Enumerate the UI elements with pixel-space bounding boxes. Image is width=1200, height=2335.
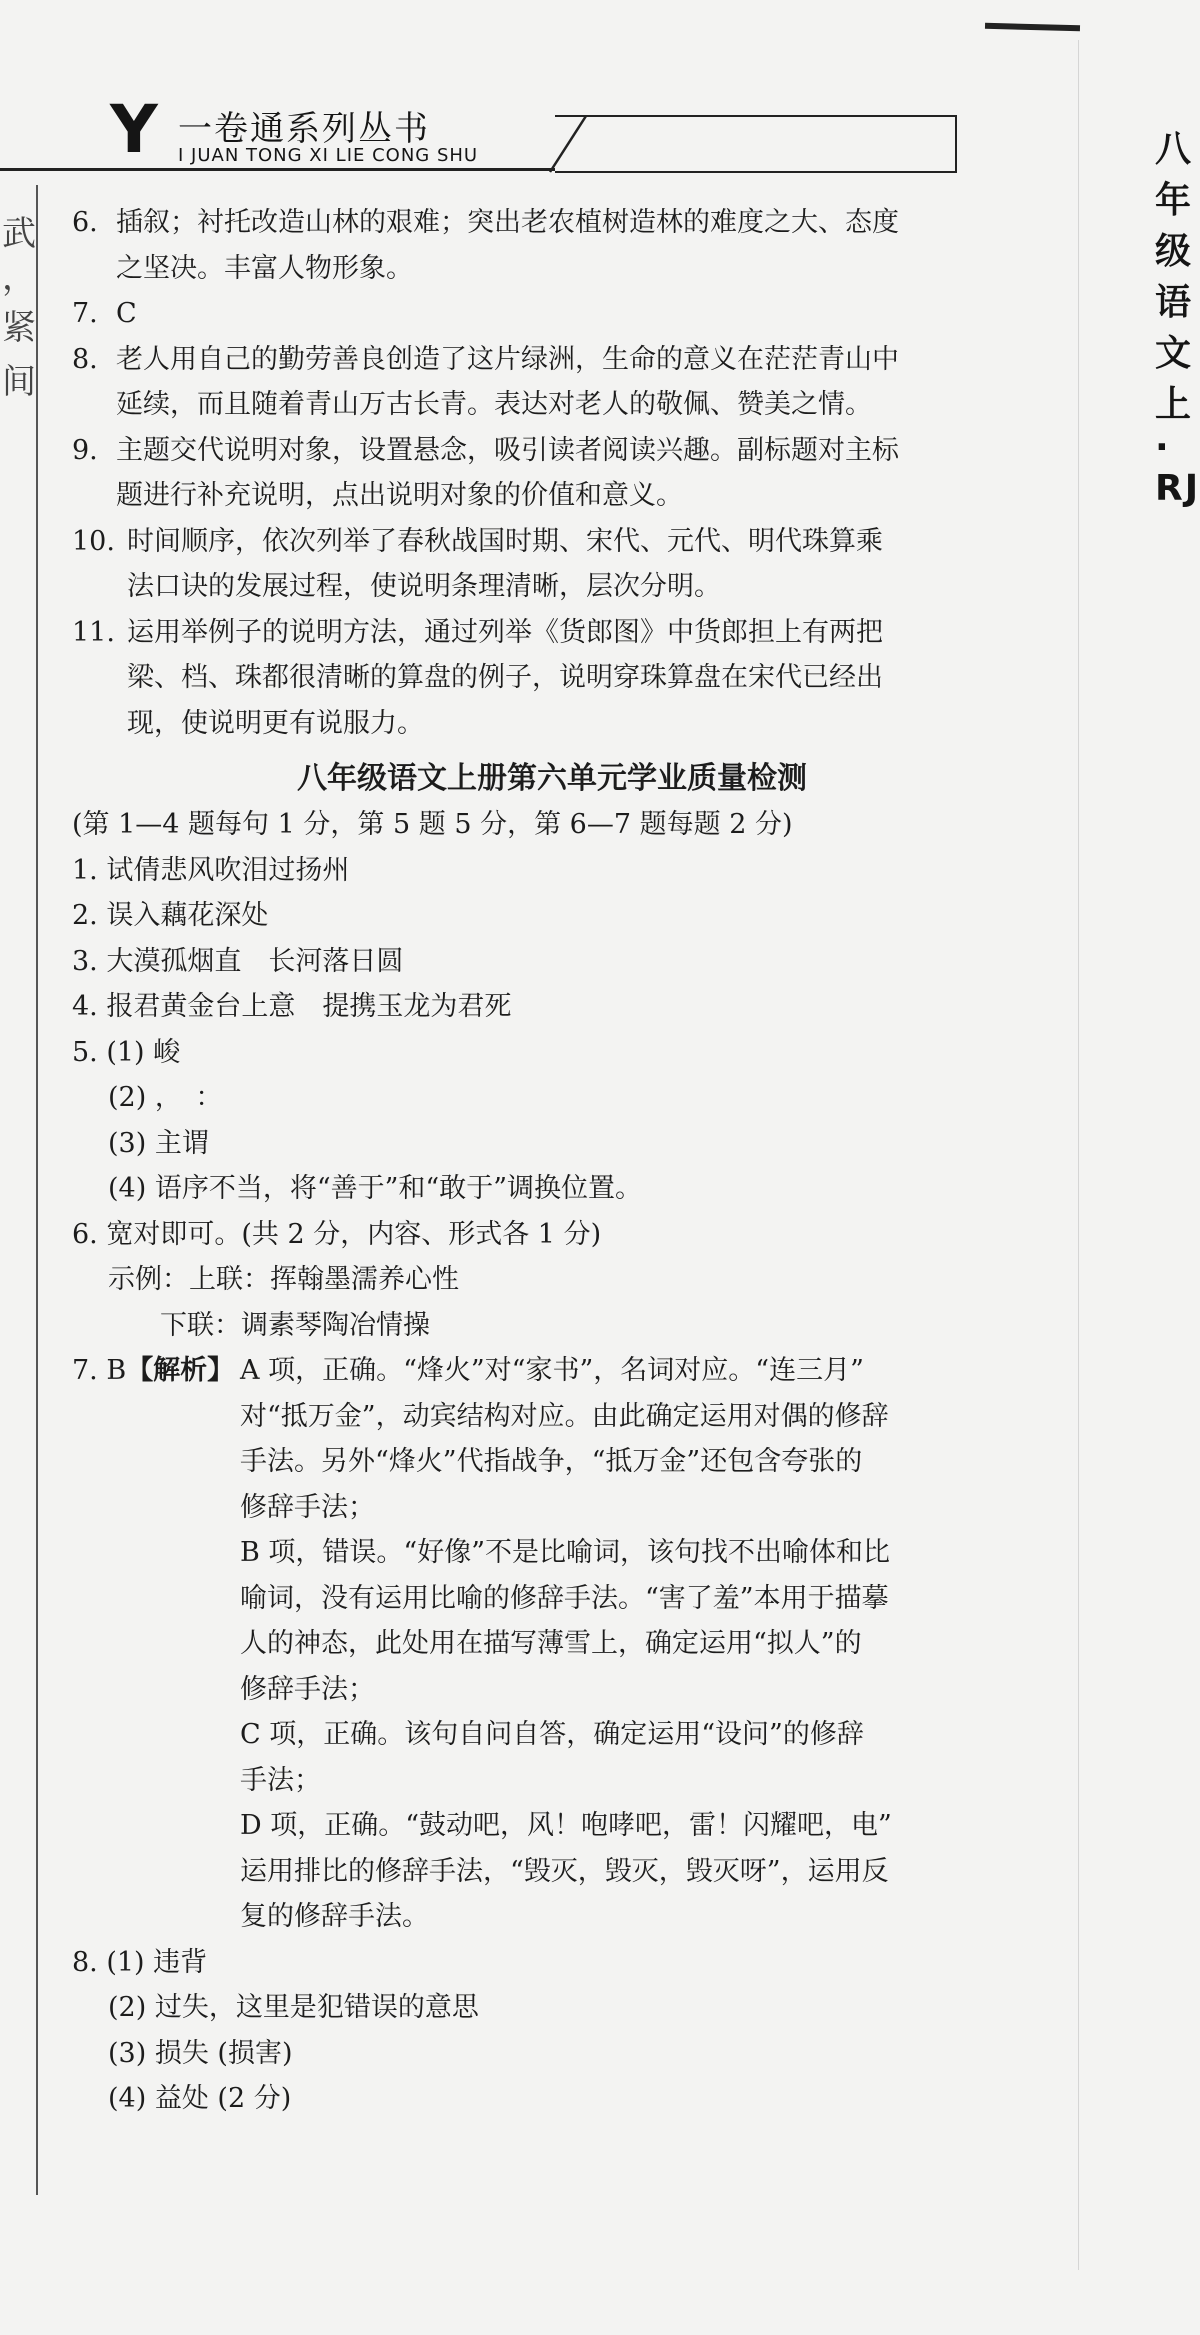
- item-number: 7.: [72, 298, 98, 329]
- item-number: 8.: [72, 343, 98, 375]
- analysis-line: 复的修辞手法。: [240, 1901, 429, 1932]
- analysis-line: 手法；: [240, 1764, 321, 1796]
- grade-box: [555, 115, 1200, 509]
- answer-item: [72, 610, 972, 747]
- answer-line: 6. 宽对即可。(共 2 分，内容、形式各 1 分): [72, 1218, 602, 1250]
- item-number: 7. B: [72, 1355, 127, 1386]
- answer-line: 时间顺序，依次列举了春秋战国时期、宋代、元代、明代珠算乘: [127, 525, 883, 557]
- series-pinyin: I JUAN TONG XI LIE CONG SHU: [178, 145, 479, 166]
- item-number: 11.: [72, 616, 115, 648]
- answer-line: 8. (1) 违背: [72, 1946, 208, 1978]
- brand-logo-letter: Y: [110, 91, 158, 168]
- answer-line: 5. (1) 峻: [72, 1036, 181, 1068]
- analysis-tag: 【解析】: [126, 1355, 235, 1386]
- analysis-line: C 项，正确。该句自问自答，确定运用“设问”的修辞: [240, 1719, 864, 1750]
- section-title: 八年级语文上册第六单元学业质量检测: [297, 761, 807, 796]
- analysis-line: 对“抵万金”，动宾结构对应。由此确定运用对偶的修辞: [240, 1400, 889, 1432]
- analysis-line: A 项，正确。“烽火”对“家书”，名词对应。“连三月”: [240, 1355, 864, 1386]
- answer-content: [72, 200, 972, 2122]
- answer-line: 之坚决。丰富人物形象。: [116, 252, 413, 284]
- analysis-line: D 项，正确。“鼓动吧，风！咆哮吧，雷！闪耀吧，电”: [240, 1810, 892, 1841]
- answer-line: (4) 语序不当，将“善于”和“敢于”调换位置。: [108, 1173, 643, 1204]
- analysis-line: 喻词，没有运用比喻的修辞手法。“害了羞”本用于描摹: [240, 1582, 889, 1614]
- answer-line: (2) ， ：: [108, 1082, 223, 1113]
- analysis-line: 修辞手法；: [240, 1491, 375, 1523]
- answer-item: [72, 428, 972, 519]
- item-number: 10.: [72, 525, 115, 557]
- answer-line: 4. 报君黄金台上意 提携玉龙为君死: [72, 991, 512, 1022]
- answer-line: 梁、档、珠都很清晰的算盘的例子，说明穿珠算盘在宋代已经出: [127, 662, 883, 693]
- bleed-char: 武: [2, 214, 36, 254]
- example-line: 下联：调素琴陶冶情操: [160, 1309, 430, 1341]
- answer-line: (3) 损失 (损害): [108, 2037, 293, 2069]
- bleed-char: 间: [2, 362, 36, 402]
- answer-line: (3) 主谓: [108, 1127, 209, 1159]
- item-number: 6.: [72, 207, 98, 238]
- answer-line: 插叙；衬托改造山林的艰难；突出老农植树造林的难度之大、态度: [116, 207, 899, 238]
- analysis-block: [72, 1348, 972, 1940]
- answer-line: 1. 试倩悲风吹泪过扬州: [72, 854, 350, 886]
- bleed-char: ，: [2, 258, 36, 298]
- margin-rule: [36, 185, 38, 2195]
- answer-line: 题进行补充说明，点出说明对象的价值和意义。: [116, 480, 683, 511]
- analysis-line: 人的神态，此处用在描写薄雪上，确定运用“拟人”的: [240, 1628, 862, 1659]
- grade-label: 八年级语文上 · RJ: [1155, 129, 1200, 509]
- item-number: 9.: [72, 434, 98, 466]
- example-line: 示例：上联：挥翰墨濡养心性: [108, 1264, 459, 1295]
- answer-line: (2) 过失，这里是犯错误的意思: [108, 1992, 479, 2023]
- series-title: 一卷通系列丛书: [178, 109, 430, 149]
- header-rule: [0, 168, 555, 171]
- answer-item: [72, 519, 972, 610]
- answer-line: 法口诀的发展过程，使说明条理清晰，层次分明。: [127, 571, 721, 602]
- answer-item: [72, 200, 972, 291]
- scoring-note: (第 1—4 题每句 1 分，第 5 题 5 分，第 6—7 题每题 2 分): [72, 809, 793, 840]
- analysis-line: 手法。另外“烽火”代指战争，“抵万金”还包含夸张的: [240, 1446, 863, 1477]
- bleed-char: 紧: [2, 308, 36, 348]
- answer-item: [72, 337, 972, 428]
- analysis-line: 运用排比的修辞手法，“毁灭，毁灭，毁灭呀”，运用反: [240, 1855, 889, 1887]
- answer-item: [72, 291, 972, 337]
- page-edge: [1078, 40, 1079, 2270]
- answer-line: 主题交代说明对象，设置悬念，吸引读者阅读兴趣。副标题对主标: [116, 434, 899, 466]
- analysis-line: 修辞手法；: [240, 1673, 375, 1705]
- answer-line: (4) 益处 (2 分): [108, 2083, 292, 2114]
- answer-line: 老人用自己的勤劳善良创造了这片绿洲，生命的意义在茫茫青山中: [116, 343, 899, 375]
- top-dash-mark: [985, 23, 1080, 31]
- answer-line: C: [116, 298, 137, 329]
- answer-line: 2. 误入藕花深处: [72, 900, 269, 931]
- answer-line: 运用举例子的说明方法，通过列举《货郎图》中货郎担上有两把: [127, 616, 883, 648]
- answer-line: 现，使说明更有说服力。: [127, 707, 424, 739]
- answer-line: 3. 大漠孤烟直 长河落日圆: [72, 945, 404, 977]
- answer-line: 延续，而且随着青山万古长青。表达对老人的敬佩、赞美之情。: [116, 389, 872, 420]
- analysis-line: B 项，错误。“好像”不是比喻词，该句找不出喻体和比: [240, 1537, 891, 1568]
